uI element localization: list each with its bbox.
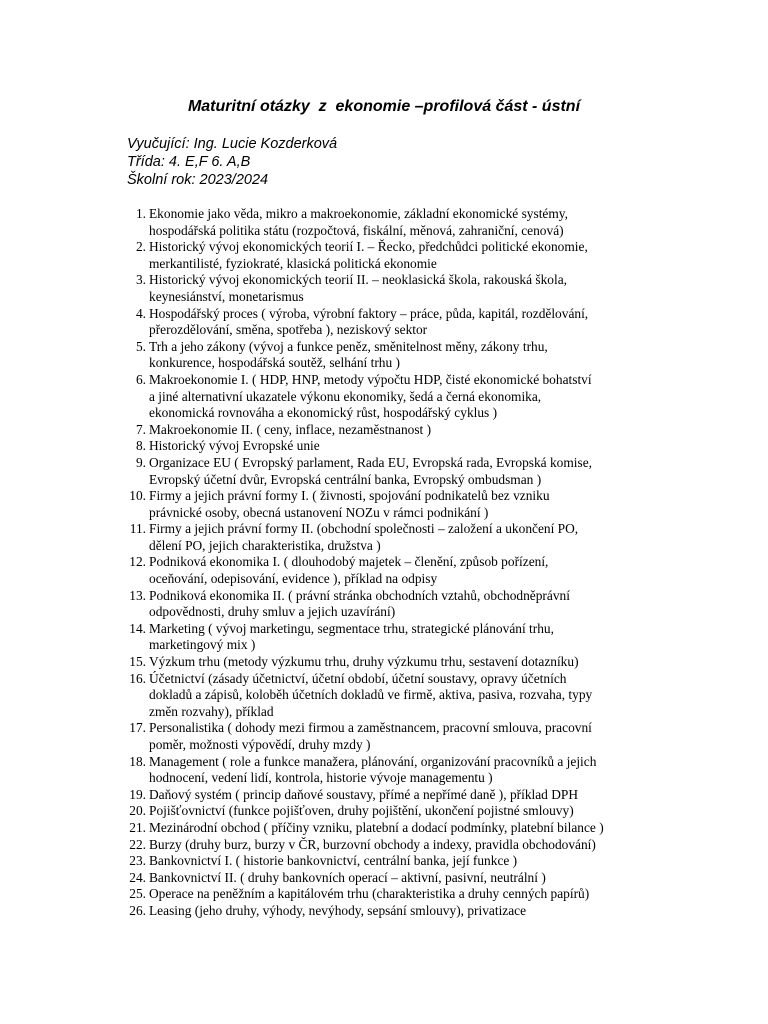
document-meta [127, 135, 337, 189]
question-text-line: odpovědnosti, druhy smluv a jejich uzavírání) [149, 604, 396, 620]
question-number: 25. [129, 886, 146, 902]
question-text-line: Daňový systém ( princip daňové soustavy, přímé a nepřímé daně ), příklad DPH [149, 786, 579, 802]
question-number: 26. [129, 902, 146, 918]
question-text-line: konkurence, hospodářská soutěž, selhání trhu ) [149, 355, 401, 371]
question-text-line: a jiné alternativní ukazatele výkonu ekonomiky, šedá a černá ekonomika, [149, 388, 542, 404]
question-item [118, 837, 678, 854]
question-text-line: Organizace EU ( Evropský parlament, Rada EU, Evropská rada, Evropská komise, [149, 454, 592, 470]
question-text-line: Burzy (druhy burz, burzy v ČR, burzovní obchody a indexy, pravidla obchodování) [149, 836, 596, 852]
question-number: 9. [135, 454, 146, 470]
question-text-line: Makroekonomie II. ( ceny, inflace, nezaměstnanost ) [149, 421, 432, 437]
question-item [118, 554, 678, 587]
question-number: 19. [129, 786, 146, 802]
question-number: 11. [129, 521, 146, 537]
question-item [118, 239, 678, 272]
question-text-line: keynesiánství, monetarismus [149, 288, 304, 304]
question-text-line: Výzkum trhu (metody výzkumu trhu, druhy výzkumu trhu, sestavení dotazníku) [149, 654, 579, 670]
question-item [118, 588, 678, 621]
question-text-line: Podniková ekonomika II. ( právní stránka obchodních vztahů, obchodněprávní [149, 587, 570, 603]
question-text-line: Podniková ekonomika I. ( dlouhodobý majetek – členění, způsob pořízení, [149, 554, 549, 570]
question-number: 18. [129, 753, 146, 769]
question-text-line: dělení PO, jejich charakteristika, družstva ) [149, 537, 381, 553]
question-item [118, 820, 678, 837]
question-item [118, 671, 678, 721]
question-number: 16. [129, 670, 146, 686]
question-text-line: Historický vývoj ekonomických teorií II. – neoklasická škola, rakouská škola, [149, 272, 567, 288]
question-text-line: Personalistika ( dohody mezi firmou a zaměstnancem, pracovní smlouva, pracovní [149, 720, 592, 736]
question-text-line: změn rozvahy), příklad [149, 703, 274, 719]
question-text-line: přerozdělování, směna, spotřeba ), neziskový sektor [149, 322, 428, 338]
question-text-line: merkantilisté, fyziokraté, klasická politická ekonomie [149, 255, 437, 271]
question-item [118, 803, 678, 820]
question-number: 17. [129, 720, 146, 736]
question-number: 22. [129, 836, 146, 852]
question-item [118, 422, 678, 439]
question-number: 20. [129, 803, 146, 819]
question-number: 3. [135, 272, 146, 288]
question-item [118, 853, 678, 870]
question-text-line: Bankovnictví II. ( druhy bankovních operací – aktivní, pasivní, neutrální ) [149, 869, 546, 885]
question-text-line: Historický vývoj ekonomických teorií I. – Řecko, předchůdci politické ekonomie, [149, 239, 588, 255]
question-number: 6. [135, 371, 146, 387]
question-text-line: Leasing (jeho druhy, výhody, nevýhody, sepsání smlouvy), privatizace [149, 902, 527, 918]
question-number: 23. [129, 853, 146, 869]
question-text-line: Historický vývoj Evropské unie [149, 438, 320, 454]
question-text-line: Firmy a jejich právní formy I. ( živnosti, spojování podnikatelů bez vzniku [149, 488, 550, 504]
question-item [118, 870, 678, 887]
question-item [118, 621, 678, 654]
question-number: 4. [135, 305, 146, 321]
question-text-line: Evropský účetní dvůr, Evropská centrální banka, Evropský ombudsman ) [149, 471, 542, 487]
question-text-line: Mezinárodní obchod ( příčiny vzniku, platební a dodací podmínky, platební bilance ) [149, 819, 604, 835]
question-text-line: Marketing ( vývoj marketingu, segmentace trhu, strategické plánování trhu, [149, 620, 554, 636]
question-number: 13. [129, 587, 146, 603]
question-number: 24. [129, 869, 146, 885]
question-item [118, 206, 678, 239]
question-text-line: Trh a jeho zákony (vývoj a funkce peněz, směnitelnost měny, zákony trhu, [149, 338, 548, 354]
question-number: 12. [129, 554, 146, 570]
question-text-line: Pojišťovnictví (funkce pojišťoven, druhy pojištění, ukončení pojistné smlouvy) [149, 803, 574, 819]
question-text-line: Operace na peněžním a kapitálovém trhu (charakteristika a druhy cenných papírů) [149, 886, 590, 902]
question-text-line: Bankovnictví I. ( historie bankovnictví, centrální banka, její funkce ) [149, 853, 518, 869]
question-number: 10. [129, 488, 146, 504]
question-text-line: dokladů a zápisů, koloběh účetních dokladů ve firmě, aktiva, pasiva, rozvaha, typy [149, 687, 593, 703]
question-text-line: hospodářská politika státu (rozpočtová, fiskální, měnová, zahraniční, cenová) [149, 222, 564, 238]
question-text-line: oceňování, odepisování, evidence ), příklad na odpisy [149, 571, 438, 587]
teacher-line: Vyučující: Ing. Lucie Kozderková [127, 136, 338, 152]
question-item [118, 521, 678, 554]
question-text-line: marketingový mix ) [149, 637, 256, 653]
question-number: 15. [129, 654, 146, 670]
question-number: 7. [135, 421, 146, 437]
question-item [118, 488, 678, 521]
question-item [118, 455, 678, 488]
question-number: 8. [135, 438, 146, 454]
question-text-line: Management ( role a funkce manažera, plánování, organizování pracovníků a jejich [149, 753, 597, 769]
question-item [118, 272, 678, 305]
question-item [118, 754, 678, 787]
question-text-line: Firmy a jejich právní formy II. (obchodní společnosti – založení a ukončení PO, [149, 521, 579, 537]
question-text-line: ekonomická rovnováha a ekonomický růst, hospodářský cyklus ) [149, 405, 498, 421]
question-item [118, 306, 678, 339]
document-title: Maturitní otázky z ekonomie –profilová část - ústní [187, 98, 581, 115]
question-list [118, 206, 678, 920]
question-item [118, 654, 678, 671]
school-year-line: Školní rok: 2023/2024 [127, 172, 269, 188]
question-number: 14. [129, 620, 146, 636]
question-item [118, 787, 678, 804]
question-text-line: Účetnictví (zásady účetnictví, účetní období, účetní soustavy, opravy účetních [149, 670, 567, 686]
question-number: 1. [135, 206, 146, 221]
question-text-line: hodnocení, vedení lidí, kontrola, historie vývoje managementu ) [149, 770, 493, 786]
class-line: Třída: 4. E,F 6. A,B [127, 154, 251, 170]
question-item [118, 339, 678, 372]
question-text-line: poměr, možnosti výpovědí, druhy mzdy ) [149, 737, 371, 752]
question-item [118, 720, 678, 753]
question-item [118, 886, 678, 903]
question-item [118, 438, 678, 455]
question-text-line: Ekonomie jako věda, mikro a makroekonomie, základní ekonomické systémy, [149, 206, 568, 221]
question-item [118, 903, 678, 920]
question-number: 21. [129, 819, 146, 835]
question-text-line: Hospodářský proces ( výroba, výrobní faktory – práce, půda, kapitál, rozdělování, [149, 305, 589, 321]
question-item [118, 372, 678, 422]
question-number: 5. [135, 338, 146, 354]
question-number: 2. [135, 239, 146, 255]
question-text-line: Makroekonomie I. ( HDP, HNP, metody výpočtu HDP, čisté ekonomické bohatství [149, 371, 592, 387]
question-text-line: právnické osoby, obecná ustanovení NOZu v rámci podnikání ) [149, 504, 489, 520]
